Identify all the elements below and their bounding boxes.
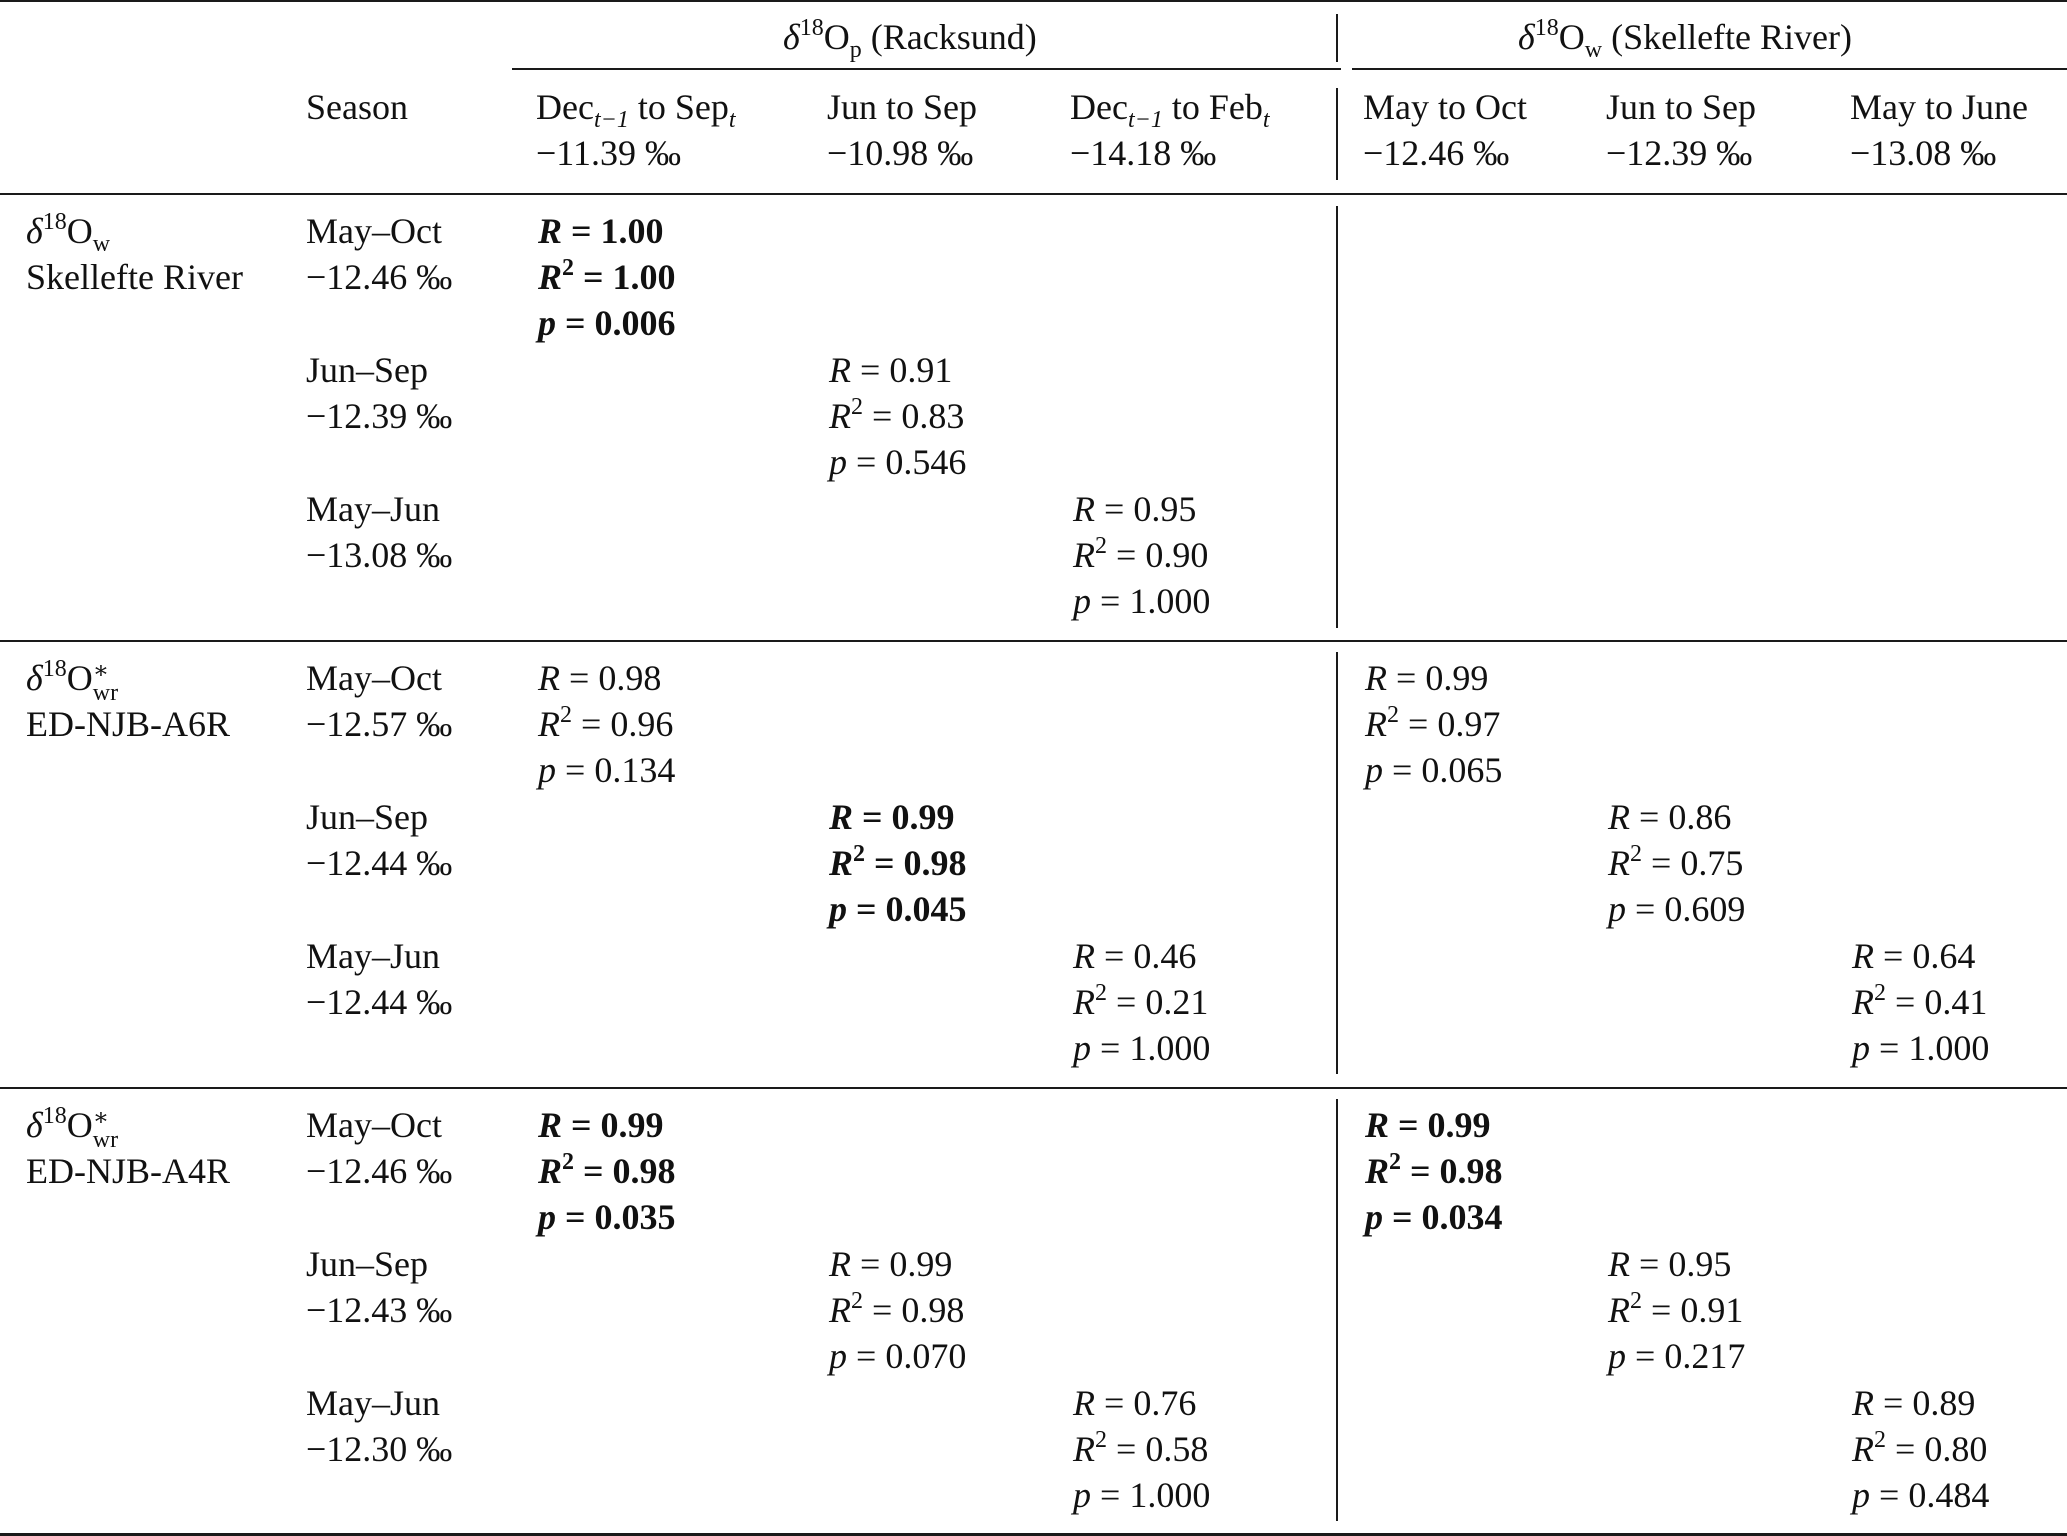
r-value [829, 347, 952, 393]
season-value: −12.46 ‰ [306, 257, 453, 297]
stat-symbol: R [538, 257, 563, 297]
stat-number: 0.609 [1664, 889, 1746, 929]
stat-number: 1.000 [1129, 1028, 1211, 1068]
super-subscript [93, 660, 118, 704]
r-value [538, 1102, 664, 1148]
isotope-number: 18 [799, 15, 824, 41]
subscript: t−1 [593, 107, 629, 133]
r-value [1365, 1102, 1491, 1148]
exponent: 2 [1095, 980, 1107, 1006]
equals-sign: = [847, 889, 886, 929]
stat-symbol: R [1365, 1151, 1390, 1191]
stat-symbol: R [1608, 797, 1630, 837]
stat-symbol: R [829, 1290, 851, 1330]
delta-symbol: δ [783, 17, 800, 57]
season-label: Jun–Sep [306, 350, 429, 390]
r-squared-value [829, 1287, 964, 1333]
stat-number: 0.89 [1912, 1383, 1976, 1423]
equals-sign: = [851, 350, 890, 390]
season-value: −12.30 ‰ [306, 1429, 453, 1469]
stat-symbol: R [1073, 535, 1095, 575]
stat-number: 0.98 [903, 843, 967, 883]
subscript: wr [92, 680, 119, 706]
r-value [1073, 1380, 1196, 1426]
p-value [1852, 1025, 1989, 1071]
stat-number: 0.217 [1664, 1336, 1746, 1376]
r-value [1608, 794, 1731, 840]
r-value [1073, 933, 1196, 979]
stat-symbol: p [1073, 581, 1091, 621]
p-value [1608, 886, 1745, 932]
row-group-label [26, 1102, 118, 1151]
season-label: May–Oct [306, 211, 442, 251]
stat-symbol: R [829, 843, 854, 883]
stat-number: 0.75 [1680, 843, 1744, 883]
stat-symbol: R [1073, 489, 1095, 529]
row-group-label [26, 655, 118, 704]
stat-number: 0.86 [1668, 797, 1732, 837]
stat-symbol: R [1852, 982, 1874, 1022]
stat-symbol: R [538, 704, 560, 744]
exponent: 2 [562, 255, 575, 281]
column-header: Jun to Sep [1606, 87, 1757, 127]
column-header [536, 84, 736, 133]
equals-sign: = [863, 1290, 902, 1330]
p-value [829, 439, 966, 485]
exponent: 2 [562, 1149, 575, 1175]
column-header-label: Dec [1070, 87, 1128, 127]
element-symbol: O [66, 658, 93, 698]
equals-sign: = [865, 843, 904, 883]
stat-symbol: R [1365, 1105, 1390, 1145]
equals-sign: = [1095, 936, 1134, 976]
stat-symbol: R [1608, 1290, 1630, 1330]
equals-sign: = [562, 211, 601, 251]
stat-symbol: R [829, 797, 854, 837]
row-group-label [26, 208, 111, 257]
stat-number: 0.034 [1421, 1197, 1503, 1237]
r-squared-value [538, 701, 673, 747]
equals-sign: = [1383, 750, 1422, 790]
season-label: Jun–Sep [306, 797, 429, 837]
stat-number: 0.64 [1912, 936, 1976, 976]
column-header-label: to Sep [628, 87, 729, 127]
equals-sign: = [574, 1151, 613, 1191]
stat-number: 0.83 [901, 396, 965, 436]
r-value [538, 208, 664, 254]
equals-sign: = [1095, 489, 1134, 529]
stat-number: 0.065 [1421, 750, 1503, 790]
season-value: −12.43 ‰ [306, 1290, 453, 1330]
r-squared-value [538, 254, 676, 300]
equals-sign: = [1107, 982, 1146, 1022]
element-symbol: O [823, 17, 850, 57]
stat-number: 0.21 [1145, 982, 1209, 1022]
equals-sign: = [1870, 1475, 1909, 1515]
r-squared-value [829, 393, 964, 439]
stat-number: 0.76 [1133, 1383, 1197, 1423]
column-header-value: −12.39 ‰ [1606, 133, 1753, 173]
group-header-river [1518, 14, 1852, 63]
stat-symbol: R [538, 658, 560, 698]
p-value [538, 747, 675, 793]
column-header: Jun to Sep [827, 87, 978, 127]
stat-number: 0.99 [1425, 658, 1489, 698]
stat-number: 0.98 [598, 658, 662, 698]
season-value: −12.57 ‰ [306, 704, 453, 744]
season-label: May–Jun [306, 1383, 440, 1423]
p-value [1365, 1194, 1503, 1240]
r-squared-value [1852, 979, 1987, 1025]
stat-number: 0.98 [612, 1151, 676, 1191]
super-subscript [93, 1107, 118, 1151]
stat-number: 0.91 [1680, 1290, 1744, 1330]
equals-sign: = [1642, 843, 1681, 883]
equals-sign: = [1630, 797, 1669, 837]
exponent: 2 [1387, 702, 1399, 728]
equals-sign: = [556, 750, 595, 790]
stat-number: 0.484 [1908, 1475, 1990, 1515]
stat-symbol: p [829, 442, 847, 482]
equals-sign: = [1383, 1197, 1422, 1237]
exponent: 2 [851, 1288, 863, 1314]
stat-number: 0.006 [594, 303, 676, 343]
equals-sign: = [1399, 704, 1438, 744]
equals-sign: = [562, 1105, 601, 1145]
p-value [538, 300, 676, 346]
p-value [1852, 1472, 1989, 1518]
equals-sign: = [572, 704, 611, 744]
p-value [1073, 1025, 1210, 1071]
stat-number: 0.80 [1924, 1429, 1988, 1469]
equals-sign: = [1626, 889, 1665, 929]
stat-number: 0.41 [1924, 982, 1988, 1022]
r-value [1365, 655, 1488, 701]
stat-symbol: R [1365, 658, 1387, 698]
stat-symbol: R [1073, 1429, 1095, 1469]
subscript: w [92, 231, 111, 257]
equals-sign: = [1401, 1151, 1440, 1191]
season-value: −12.44 ‰ [306, 843, 453, 883]
stat-symbol: p [1608, 889, 1626, 929]
r-squared-value [1073, 532, 1208, 578]
column-divider [1336, 206, 1338, 628]
stat-number: 0.99 [600, 1105, 664, 1145]
r-squared-value [1608, 840, 1743, 886]
p-value [1073, 578, 1210, 624]
season-column-header: Season [306, 87, 408, 127]
header-bottom-rule [0, 193, 2067, 195]
equals-sign: = [574, 257, 613, 297]
delta-symbol: δ [26, 1105, 43, 1145]
stat-symbol: p [538, 1197, 556, 1237]
stat-symbol: R [538, 1151, 563, 1191]
equals-sign: = [1874, 1383, 1913, 1423]
equals-sign: = [1387, 658, 1426, 698]
group-w-rule [1352, 68, 2067, 70]
p-value [829, 886, 967, 932]
stat-number: 1.000 [1129, 1475, 1211, 1515]
season-value: −12.44 ‰ [306, 982, 453, 1022]
exponent: 2 [1874, 1427, 1886, 1453]
stat-symbol: R [538, 1105, 563, 1145]
r-squared-value [1365, 701, 1500, 747]
stat-symbol: R [1608, 843, 1630, 883]
exponent: 2 [1874, 980, 1886, 1006]
stat-symbol: p [538, 750, 556, 790]
column-header-value: −13.08 ‰ [1850, 133, 1997, 173]
equals-sign: = [1091, 581, 1130, 621]
r-value [829, 1241, 952, 1287]
r-squared-value [1852, 1426, 1987, 1472]
equals-sign: = [1642, 1290, 1681, 1330]
stat-number: 0.58 [1145, 1429, 1209, 1469]
season-value: −12.39 ‰ [306, 396, 453, 436]
season-label: May–Jun [306, 489, 440, 529]
stat-symbol: p [1073, 1475, 1091, 1515]
element-symbol: O [66, 1105, 93, 1145]
stat-symbol: R [829, 396, 851, 436]
equals-sign: = [847, 1336, 886, 1376]
column-header: May to June [1850, 87, 2028, 127]
season-label: May–Oct [306, 1105, 442, 1145]
p-value [1073, 1472, 1210, 1518]
stat-number: 0.045 [885, 889, 967, 929]
r-squared-value [1365, 1148, 1503, 1194]
p-value [538, 1194, 676, 1240]
isotope-number: 18 [42, 656, 67, 682]
stat-symbol: R [1073, 982, 1095, 1022]
isotope-number: 18 [42, 1103, 67, 1129]
column-header-label: to Feb [1162, 87, 1263, 127]
stat-number: 0.91 [889, 350, 953, 390]
column-header-label: Dec [536, 87, 594, 127]
equals-sign: = [1626, 1336, 1665, 1376]
stat-symbol: p [1365, 1197, 1383, 1237]
column-divider [1336, 1099, 1338, 1521]
exponent: 2 [851, 394, 863, 420]
subscript: p [849, 37, 862, 63]
exponent: 2 [1389, 1149, 1402, 1175]
p-value [829, 1333, 966, 1379]
stat-number: 0.90 [1145, 535, 1209, 575]
equals-sign: = [1389, 1105, 1428, 1145]
column-header-value: −10.98 ‰ [827, 133, 974, 173]
exponent: 2 [853, 841, 866, 867]
equals-sign: = [1874, 936, 1913, 976]
stat-number: 0.99 [891, 797, 955, 837]
p-value [1365, 747, 1502, 793]
stat-symbol: p [829, 889, 847, 929]
stat-number: 1.000 [1129, 581, 1211, 621]
site-name: (Racksund) [861, 17, 1037, 57]
r-value [829, 794, 955, 840]
stat-symbol: R [538, 211, 563, 251]
delta-symbol: δ [26, 658, 43, 698]
equals-sign: = [1107, 535, 1146, 575]
stat-number: 0.95 [1668, 1244, 1732, 1284]
stat-symbol: p [1852, 1475, 1870, 1515]
column-header-value: −11.39 ‰ [536, 133, 681, 173]
column-divider [1336, 88, 1338, 180]
stat-symbol: p [829, 1336, 847, 1376]
asterisk-superscript: ∗ [92, 1105, 110, 1131]
stat-number: 0.546 [885, 442, 967, 482]
equals-sign: = [1095, 1383, 1134, 1423]
column-divider [1336, 652, 1338, 1074]
stat-symbol: R [829, 1244, 851, 1284]
stat-symbol: R [1073, 936, 1095, 976]
season-label: Jun–Sep [306, 1244, 429, 1284]
isotope-number: 18 [42, 209, 67, 235]
stat-symbol: p [1365, 750, 1383, 790]
equals-sign: = [556, 1197, 595, 1237]
stat-symbol: p [1852, 1028, 1870, 1068]
stat-symbol: R [1073, 1383, 1095, 1423]
subscript: t−1 [1127, 107, 1163, 133]
r-value [1073, 486, 1196, 532]
r-squared-value [1608, 1287, 1743, 1333]
element-symbol: O [66, 211, 93, 251]
equals-sign: = [1886, 982, 1925, 1022]
season-label: May–Jun [306, 936, 440, 976]
column-header-value: −12.46 ‰ [1363, 133, 1510, 173]
stat-symbol: p [1608, 1336, 1626, 1376]
stat-symbol: R [1852, 936, 1874, 976]
subscript: w [1584, 37, 1603, 63]
exponent: 2 [1630, 1288, 1642, 1314]
top-rule [0, 0, 2067, 2]
exponent: 2 [1095, 533, 1107, 559]
exponent: 2 [560, 702, 572, 728]
p-value [1608, 1333, 1745, 1379]
equals-sign: = [556, 303, 595, 343]
stat-number: 1.00 [600, 211, 664, 251]
stat-symbol: R [1852, 1383, 1874, 1423]
stat-number: 0.46 [1133, 936, 1197, 976]
r-value [538, 655, 661, 701]
column-divider [1336, 14, 1338, 62]
element-symbol: O [1558, 17, 1585, 57]
column-header: May to Oct [1363, 87, 1527, 127]
stat-symbol: R [829, 350, 851, 390]
season-value: −13.08 ‰ [306, 535, 453, 575]
equals-sign: = [1870, 1028, 1909, 1068]
r-squared-value [1073, 979, 1208, 1025]
delta-symbol: δ [26, 211, 43, 251]
row-group-name: Skellefte River [26, 257, 243, 297]
r-value [1852, 1380, 1975, 1426]
exponent: 2 [1095, 1427, 1107, 1453]
equals-sign: = [560, 658, 599, 698]
r-squared-value [1073, 1426, 1208, 1472]
season-label: May–Oct [306, 658, 442, 698]
equals-sign: = [1107, 1429, 1146, 1469]
stat-symbol: R [1608, 1244, 1630, 1284]
stat-number: 0.98 [901, 1290, 965, 1330]
group-header-precipitation [783, 14, 1037, 63]
stat-number: 0.98 [1439, 1151, 1503, 1191]
equals-sign: = [853, 797, 892, 837]
r-value [1852, 933, 1975, 979]
r-squared-value [538, 1148, 676, 1194]
row-group-name: ED-NJB-A4R [26, 1151, 230, 1191]
stat-symbol: R [1365, 704, 1387, 744]
stat-symbol: p [1073, 1028, 1091, 1068]
stat-number: 0.95 [1133, 489, 1197, 529]
stat-symbol: p [538, 303, 556, 343]
equals-sign: = [1091, 1028, 1130, 1068]
stat-number: 0.035 [594, 1197, 676, 1237]
column-header-value: −14.18 ‰ [1070, 133, 1217, 173]
r-value [1608, 1241, 1731, 1287]
stat-number: 0.99 [889, 1244, 953, 1284]
site-name: (Skellefte River) [1602, 17, 1852, 57]
column-header [1070, 84, 1270, 133]
subscript: t [1262, 107, 1270, 133]
delta-symbol: δ [1518, 17, 1535, 57]
subscript: wr [92, 1127, 119, 1153]
group-p-rule [512, 68, 1341, 70]
stat-number: 0.96 [610, 704, 674, 744]
group-divider-rule [0, 640, 2067, 642]
equals-sign: = [1630, 1244, 1669, 1284]
subscript: t [728, 107, 736, 133]
stat-number: 0.99 [1427, 1105, 1491, 1145]
equals-sign: = [1091, 1475, 1130, 1515]
stat-symbol: R [1852, 1429, 1874, 1469]
equals-sign: = [1886, 1429, 1925, 1469]
season-value: −12.46 ‰ [306, 1151, 453, 1191]
group-divider-rule [0, 1087, 2067, 1089]
exponent: 2 [1630, 841, 1642, 867]
stat-number: 0.97 [1437, 704, 1501, 744]
asterisk-superscript: ∗ [92, 658, 110, 684]
stat-number: 0.070 [885, 1336, 967, 1376]
stat-number: 0.134 [594, 750, 676, 790]
isotope-number: 18 [1534, 15, 1559, 41]
stat-number: 1.00 [612, 257, 676, 297]
equals-sign: = [847, 442, 886, 482]
row-group-name: ED-NJB-A6R [26, 704, 230, 744]
equals-sign: = [851, 1244, 890, 1284]
equals-sign: = [863, 396, 902, 436]
r-squared-value [829, 840, 967, 886]
stat-number: 1.000 [1908, 1028, 1990, 1068]
